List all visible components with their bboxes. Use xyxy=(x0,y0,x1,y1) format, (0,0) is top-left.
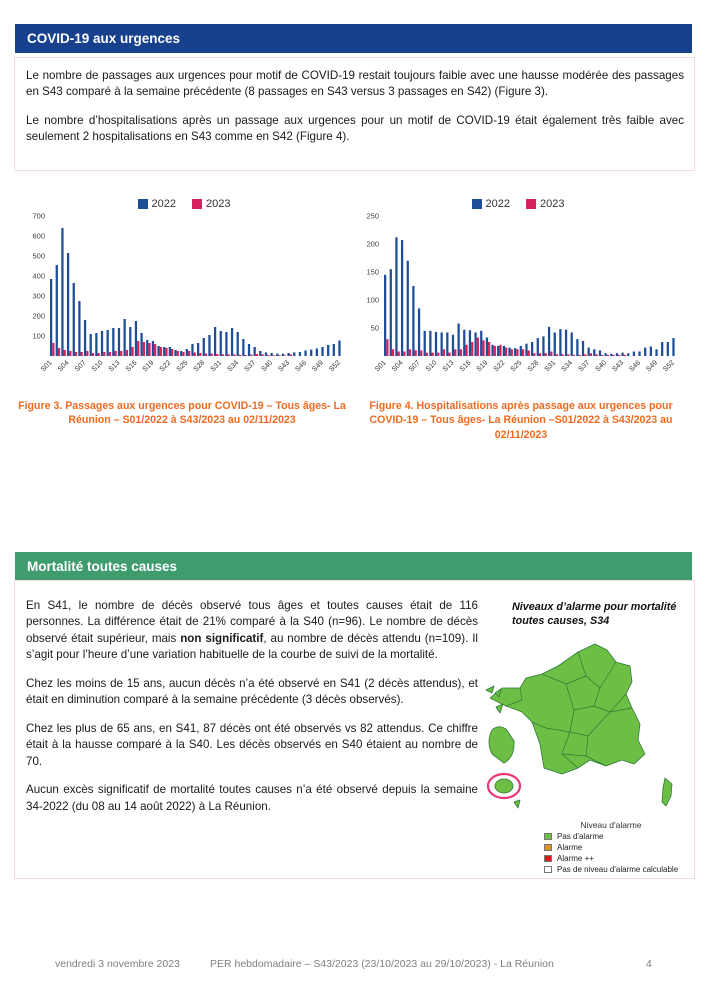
mortality-p1-bold: non significatif xyxy=(180,631,264,645)
svg-text:S37: S37 xyxy=(577,359,592,374)
map-legend xyxy=(544,832,700,874)
svg-text:S31: S31 xyxy=(209,359,224,374)
legend-label-2023: 2023 xyxy=(206,198,231,210)
mortality-paragraph-2: Chez les moins de 15 ans, aucun décès n’a été observé en S41 (2 décès attendus), et était en diminution comparé à la semaine précédente (3 décès observés). xyxy=(26,676,478,707)
svg-text:200: 200 xyxy=(32,311,45,321)
legend-label-2022: 2022 xyxy=(485,198,510,210)
mortality-paragraph-4: Aucun excès significatif de mortalité toutes causes n’a été observé depuis la semaine 34-2022 (du 08 au 14 août 2022) à La Réunion. xyxy=(26,783,478,813)
svg-text:300: 300 xyxy=(32,291,45,301)
svg-text:S16: S16 xyxy=(124,359,139,374)
reunion-island xyxy=(495,779,513,793)
covid-text-block xyxy=(26,68,684,158)
svg-text:100: 100 xyxy=(32,331,45,341)
svg-text:S43: S43 xyxy=(611,359,626,374)
alarm-map-panel xyxy=(482,600,700,876)
covid-paragraph-2: Le nombre d’hospitalisations après un passage aux urgences pour un motif de COVID-19 était également très faible avec seulement 2 hospitalisations en S43 comme en S42 (Figure 4). xyxy=(26,113,684,144)
guyane-territory xyxy=(489,727,514,763)
svg-text:S25: S25 xyxy=(175,359,190,374)
france-alarm-map xyxy=(482,636,700,818)
svg-text:S28: S28 xyxy=(192,359,207,374)
legend-swatch-2023 xyxy=(526,199,536,209)
footer-report-title: PER hebdomadaire – S43/2023 (23/10/2023 au 29/10/2023) - La Réunion xyxy=(210,958,554,970)
svg-text:S52: S52 xyxy=(328,359,343,374)
svg-text:S49: S49 xyxy=(645,359,660,374)
map-legend-item xyxy=(544,843,700,852)
mayotte-island xyxy=(514,800,520,808)
svg-text:S10: S10 xyxy=(90,359,105,374)
mortality-paragraph-1 xyxy=(26,598,478,664)
mortality-section-header: Mortalité toutes causes xyxy=(15,552,692,581)
svg-text:250: 250 xyxy=(366,212,379,221)
svg-text:S31: S31 xyxy=(543,359,558,374)
map-legend-title: Niveau d'alarme xyxy=(580,820,642,831)
covid-section-header: COVID-19 aux urgences xyxy=(15,24,692,53)
svg-text:S52: S52 xyxy=(662,359,677,374)
svg-text:200: 200 xyxy=(366,239,379,249)
guadeloupe-island xyxy=(486,686,494,693)
mortality-paragraph-3: Chez les plus de 65 ans, en S41, 87 décès ont été observés vs 82 attendus. Ce chiffre était à la hausse comparé à la S40. Les décès observés en S40 étaient au nombre de 70. xyxy=(26,721,478,768)
legend-label-not-calculable: Pas de niveau d'alarme calculable xyxy=(557,865,679,875)
svg-text:600: 600 xyxy=(32,231,45,241)
map-title: Niveaux d’alarme pour mortalité toutes causes, S34 xyxy=(512,601,677,628)
svg-text:S43: S43 xyxy=(277,359,292,374)
svg-text:S01: S01 xyxy=(373,359,388,374)
legend-swatch-2022 xyxy=(138,199,148,209)
svg-text:S16: S16 xyxy=(458,359,473,374)
svg-text:S13: S13 xyxy=(441,359,456,374)
svg-text:S13: S13 xyxy=(107,359,122,374)
svg-text:S46: S46 xyxy=(294,359,309,374)
svg-text:S04: S04 xyxy=(56,359,71,374)
svg-text:S46: S46 xyxy=(628,359,643,374)
figure4-chart xyxy=(352,196,684,395)
figure4-bars-svg xyxy=(352,212,684,390)
figure3-legend xyxy=(18,196,350,212)
svg-text:S22: S22 xyxy=(492,359,507,374)
svg-text:S40: S40 xyxy=(260,359,275,374)
svg-text:S40: S40 xyxy=(594,359,609,374)
map-legend-item xyxy=(544,854,700,863)
legend-label-alarm: Alarme xyxy=(557,843,583,853)
figure3-caption: Figure 3. Passages aux urgences pour COVID-19 – Tous âges- La Réunion – S01/2022 à S43/2023 au 02/11/2023 xyxy=(18,400,346,427)
legend-label-alarm-plus: Alarme ++ xyxy=(557,854,594,864)
legend-label-2022: 2022 xyxy=(151,198,176,210)
svg-text:150: 150 xyxy=(366,267,379,277)
figure4-caption: Figure 4. Hospitalisations après passage aux urgences pour COVID-19 – Tous âges- La Réunion –S01/2022 à S43/2023 au 02/11/2023 xyxy=(369,400,673,441)
map-legend-item xyxy=(544,865,700,874)
svg-text:S25: S25 xyxy=(509,359,524,374)
legend-swatch-2022 xyxy=(472,199,482,209)
legend-item-2022 xyxy=(138,198,176,210)
svg-text:S34: S34 xyxy=(560,359,575,374)
legend-swatch-no-alarm xyxy=(544,833,552,840)
corsica-island xyxy=(662,778,672,806)
svg-text:50: 50 xyxy=(370,323,379,333)
mortality-p1-pre: En S41, le nombre de décès observé tous âges et toutes causes était de 116 personnes. La différence était de 21% comparé à la S40 (n=96). Le nombre de décès observé était supérieur, mais xyxy=(26,599,478,645)
mortality-text-block xyxy=(26,598,478,827)
footer-page-number: 4 xyxy=(646,958,652,970)
svg-text:S19: S19 xyxy=(141,359,156,374)
legend-item-2022 xyxy=(472,198,510,210)
svg-text:S37: S37 xyxy=(243,359,258,374)
svg-text:S07: S07 xyxy=(73,359,88,374)
svg-text:S49: S49 xyxy=(311,359,326,374)
legend-swatch-2023 xyxy=(192,199,202,209)
figure3-bars-svg xyxy=(18,212,350,390)
svg-text:500: 500 xyxy=(32,251,45,261)
covid-paragraph-1: Le nombre de passages aux urgences pour motif de COVID-19 restait toujours faible avec une hausse modérée des passages en S43 comparé à la semaine précédente (8 passages en S43 versus 3 passages en S42) (Figure 3). xyxy=(26,69,684,99)
svg-text:S10: S10 xyxy=(424,359,439,374)
martinique-island xyxy=(496,704,503,713)
legend-swatch-not-calculable xyxy=(544,866,552,873)
mortality-p1-post: , au nombre de décès attendu (n=109). Il s’agit pour l’heure d’une variation habituelle de la courbe de suivi de la mortalité. xyxy=(26,631,478,662)
legend-swatch-alarm xyxy=(544,844,552,851)
figure4-legend xyxy=(352,196,684,212)
svg-text:100: 100 xyxy=(366,295,379,305)
svg-text:S34: S34 xyxy=(226,359,241,374)
legend-label-2023: 2023 xyxy=(540,198,565,210)
svg-text:700: 700 xyxy=(32,212,45,221)
legend-label-no-alarm: Pas d'alarme xyxy=(557,832,604,842)
svg-text:S04: S04 xyxy=(390,359,405,374)
map-legend-item xyxy=(544,832,700,841)
svg-text:S22: S22 xyxy=(158,359,173,374)
svg-text:S01: S01 xyxy=(39,359,54,374)
legend-item-2023 xyxy=(526,198,564,210)
footer-date: vendredi 3 novembre 2023 xyxy=(55,958,180,970)
svg-text:S07: S07 xyxy=(407,359,422,374)
svg-text:S19: S19 xyxy=(475,359,490,374)
figure3-chart xyxy=(18,196,350,395)
legend-swatch-alarm-plus xyxy=(544,855,552,862)
svg-text:400: 400 xyxy=(32,271,45,281)
legend-item-2023 xyxy=(192,198,230,210)
svg-text:S28: S28 xyxy=(526,359,541,374)
